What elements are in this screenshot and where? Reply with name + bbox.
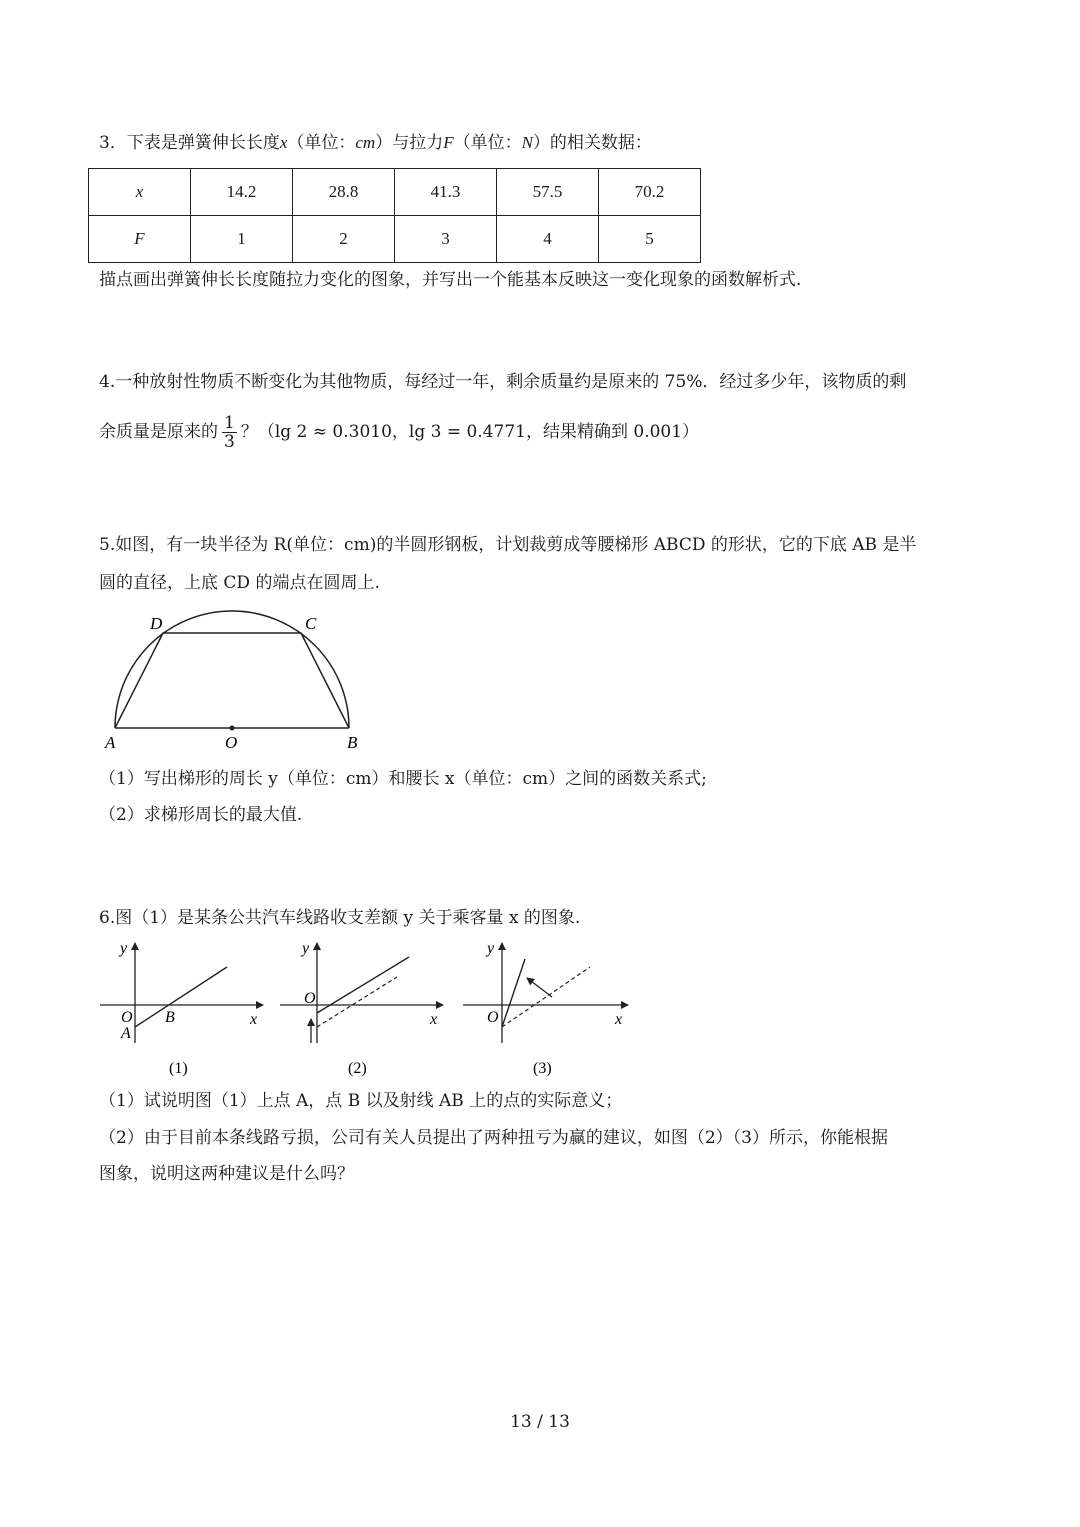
table-cell: 2 (293, 216, 395, 263)
origin-label: O (121, 1009, 133, 1026)
y-label: y (120, 940, 128, 957)
semicircle-trapezoid-figure (95, 608, 385, 758)
table-cell: x (89, 169, 191, 216)
label-B: B (347, 733, 358, 752)
y-label: y (487, 940, 495, 957)
origin-label: O (487, 1009, 499, 1026)
graph-2 (280, 940, 443, 1077)
origin-label: O (304, 990, 316, 1007)
table-row (89, 216, 701, 263)
table-cell: 41.3 (395, 169, 497, 216)
table-cell: 14.2 (191, 169, 293, 216)
table-cell: F (89, 216, 191, 263)
point-A-label: A (121, 1025, 131, 1042)
q3-intro: 3．下表是弹簧伸长长度x（单位：cm）与拉力F（单位：N）的相关数据： (99, 133, 652, 153)
q4-line2: 余质量是原来的 $\frac{1}{3}$ ？（lg 2 ≈ 0.3010，lg 3 = 0.4771，结果精确到 0.001） (99, 413, 700, 452)
q3-instruction: 描点画出弹簧伸长长度随拉力变化的图象，并写出一个能基本反映这一变化现象的函数解析式. (99, 270, 802, 290)
q5-sub2: （2）求梯形周长的最大值. (99, 805, 303, 825)
table-cell: 4 (497, 216, 599, 263)
q6-line1: 6.图（1）是某条公共汽车线路收支差额 y 关于乘客量 x 的图象. (99, 908, 581, 928)
caption: (2) (348, 1060, 367, 1077)
caption: (1) (169, 1060, 188, 1077)
q6-sub2-line2: 图象，说明这两种建议是什么吗？ (99, 1164, 354, 1184)
table-cell: 57.5 (497, 169, 599, 216)
point-B-label: B (165, 1009, 175, 1026)
x-label: x (250, 1011, 258, 1028)
label-O: O (225, 733, 238, 752)
table-cell: 28.8 (293, 169, 395, 216)
q5-line2: 圆的直径，上底 CD 的端点在圆周上. (99, 573, 380, 593)
original-line-dashed (317, 977, 397, 1027)
q6-sub2-line1: （2）由于目前本条线路亏损，公司有关人员提出了两种扭亏为赢的建议，如图（2）（3）所示，你能根据 (99, 1128, 888, 1148)
trapezoid-ABCD (115, 633, 349, 728)
label-D: D (150, 614, 163, 633)
q5-line1: 5.如图，有一块半径为 R(单位：cm)的半圆形钢板，计划裁剪成等腰梯形 ABCD 的形状，它的下底 AB 是半 (99, 535, 917, 555)
table-row (89, 169, 701, 216)
table-cell: 1 (191, 216, 293, 263)
graph-1 (100, 940, 263, 1077)
graph-3 (463, 940, 628, 1077)
q6-sub1: （1）试说明图（1）上点 A，点 B 以及射线 AB 上的点的实际意义； (99, 1091, 623, 1111)
center-point-O (230, 726, 235, 731)
table-cell: 5 (599, 216, 701, 263)
label-C: C (305, 614, 317, 633)
bus-graphs-figure (95, 935, 640, 1080)
original-line-dashed (502, 967, 590, 1027)
caption: (3) (533, 1060, 552, 1077)
label-A: A (105, 733, 116, 752)
q5-sub1: （1）写出梯形的周长 y（单位：cm）和腰长 x（单位：cm）之间的函数关系式; (99, 769, 707, 789)
ray-AB (135, 967, 227, 1027)
spring-data-table (88, 168, 701, 263)
q4-line1: 4.一种放射性物质不断变化为其他物质，每经过一年，剩余质量约是原来的 75%．经过多少年，该物质的剩 (99, 372, 907, 392)
page-number: 13 / 13 (510, 1412, 570, 1432)
y-label: y (302, 940, 310, 957)
x-label: x (430, 1011, 438, 1028)
table-cell: 3 (395, 216, 497, 263)
x-label: x (615, 1011, 623, 1028)
fraction-one-third: $\frac{1}{3}$ (224, 413, 235, 452)
rotate-arrow (527, 978, 552, 997)
table-cell: 70.2 (599, 169, 701, 216)
new-line-solid (502, 959, 525, 1027)
